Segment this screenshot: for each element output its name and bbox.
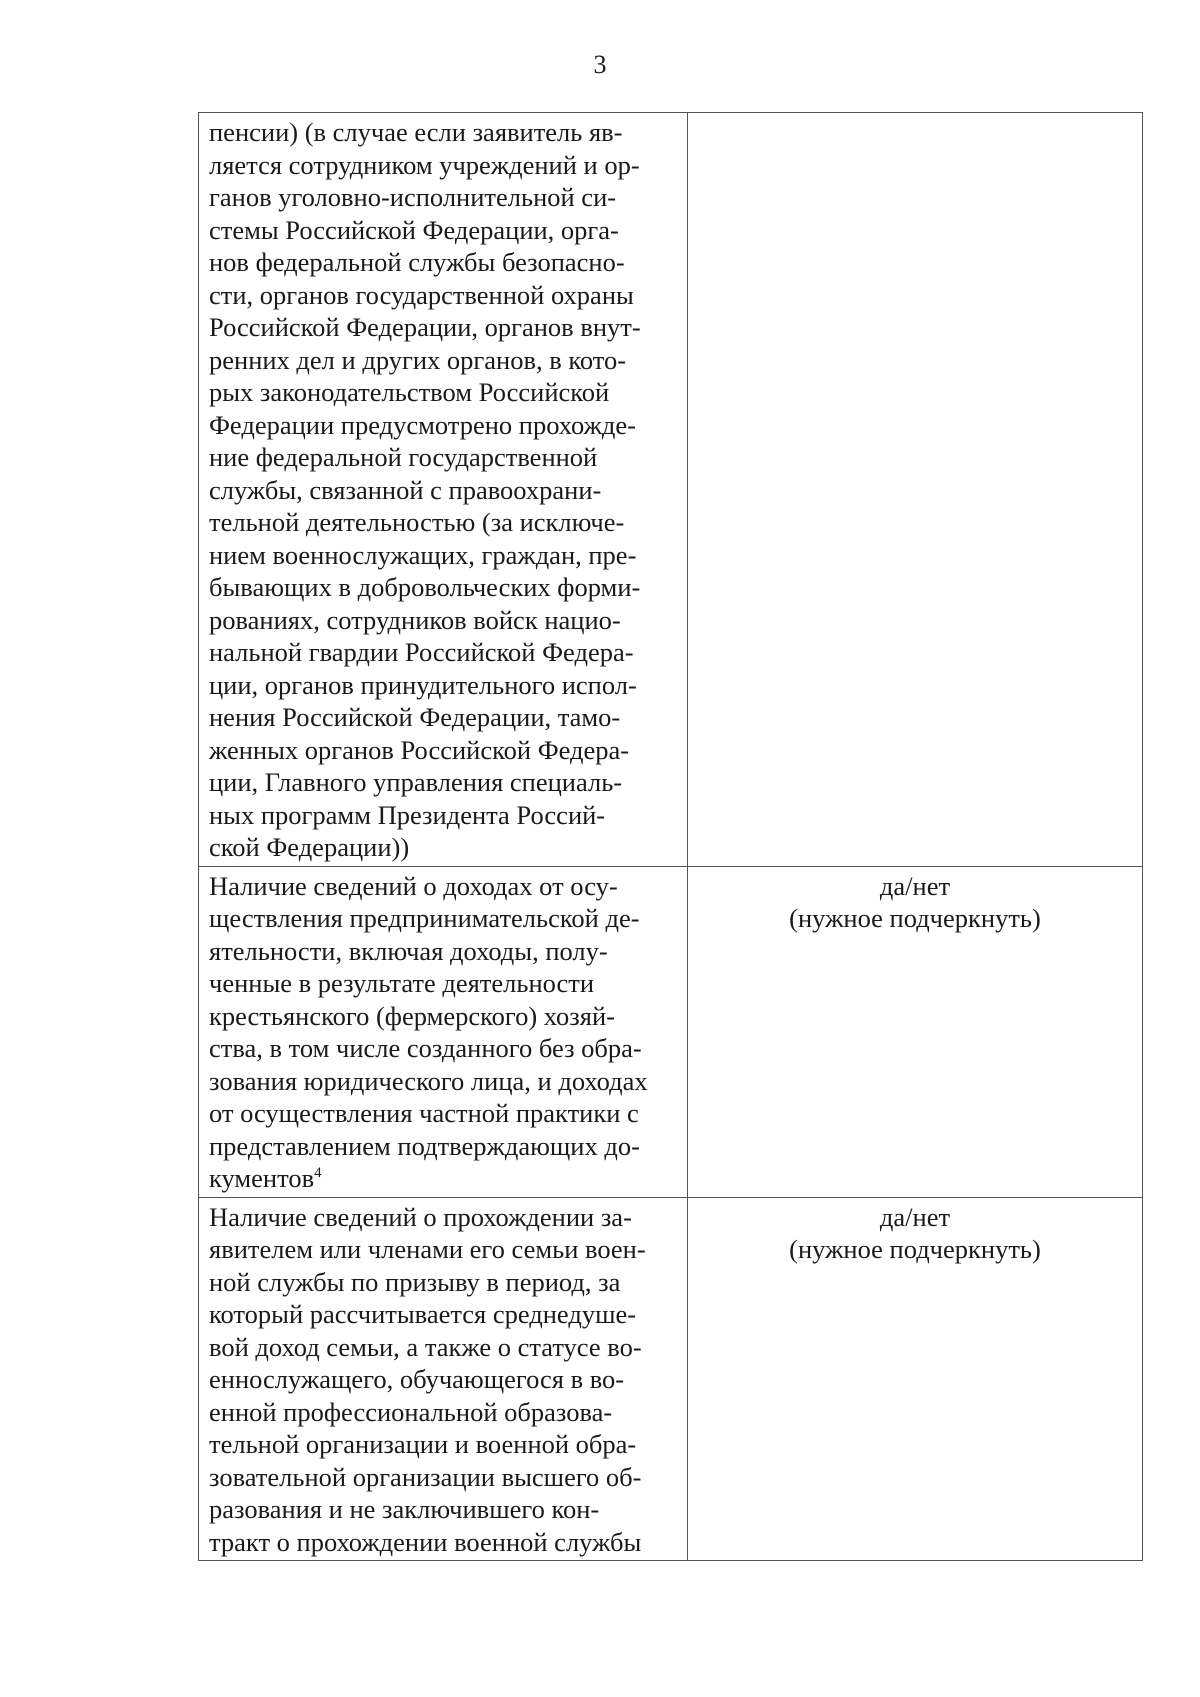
text-line: бывающих в добровольческих форми- [209,572,641,602]
text-line: зования юридического лица, и доходах [209,1065,648,1096]
text-line: ной службы по призыву в период, за [209,1266,621,1297]
text-line: вой доход семьи, а также о статусе во- [209,1331,642,1362]
text-line: крестьянского (фермерского) хозяй- [209,1000,615,1031]
cell-answer-text [688,867,1142,935]
text-line: ществления предпринимательской де- [209,903,640,933]
text-line: ренних дел и других органов, в кото- [209,344,627,375]
underline-instruction: (нужное подчеркнуть) [789,903,1041,933]
table-cell-answer[interactable] [688,866,1143,1197]
cell-text [199,1198,687,1561]
text-line: еннослужащего, обучающегося в во- [209,1364,625,1394]
table-cell-description [199,113,688,867]
text-line: Наличие сведений о доходах от осу- [209,870,618,901]
table-cell-answer [688,113,1143,867]
text-line: ятельности, включая доходы, полу- [209,935,608,966]
form-table [198,112,1143,1561]
table-cell-description [199,866,688,1197]
text-line: ской Федерации)) [209,832,410,862]
page-number: 3 [593,50,607,79]
text-line: от осуществления частной практики с [209,1098,639,1128]
text-line: нием военнослужащих, граждан, пре- [209,539,637,570]
text-line: ции, органов принудительного испол- [209,669,637,700]
table-cell-answer[interactable] [688,1197,1143,1561]
cell-text [199,113,687,866]
text-line: рых законодательством Российской [209,377,610,407]
table-row [199,1197,1143,1561]
text-line: нальной гвардии Российской Федера- [209,637,634,667]
text-line: кументов$^4$ [209,1163,322,1193]
text-line: ства, в том числе созданного без обра- [209,1033,642,1063]
text-line: женных органов Российской Федера- [209,734,630,765]
text-line: рованиях, сотрудников войск нацио- [209,604,621,635]
text-line: ляется сотрудником учреждений и ор- [209,149,640,180]
text-line: ных программ Президента Россий- [209,799,606,830]
text-line: Наличие сведений о прохождении за- [209,1201,632,1232]
table-row [199,113,1143,867]
table-row [199,866,1143,1197]
text-line: разования и не заключившего кон- [209,1494,600,1524]
text-line: стемы Российской Федерации, орга- [209,214,619,245]
text-line: Федерации предусмотрено прохожде- [209,409,636,440]
text-line: ции, Главного управления специаль- [209,767,623,797]
cell-answer-text [688,1198,1142,1266]
text-line: нения Российской Федерации, тамо- [209,702,621,732]
text-line: нов федеральной службы безопасно- [209,247,625,277]
text-line: службы, связанной с правоохрани- [209,474,602,505]
text-line: енной профессиональной образова- [209,1396,613,1427]
text-line: ченные в результате деятельности [209,968,595,998]
text-line: тельной деятельностью (за исключе- [209,507,625,537]
underline-instruction: (нужное подчеркнуть) [789,1234,1041,1264]
text-line: сти, органов государственной охраны [209,279,634,310]
yes-no-option: да/нет [879,1201,951,1232]
text-line: Российской Федерации, органов внут- [209,312,641,342]
yes-no-option: да/нет [879,870,951,901]
table-cell-description [199,1197,688,1561]
text-line: зовательной организации высшего об- [209,1461,642,1492]
cell-text [199,867,687,1197]
text-line: тракт о прохождении военной службы [209,1526,642,1557]
text-line: представлением подтверждающих до- [209,1130,640,1161]
footnote-marker: 4 [314,1165,322,1182]
text-line: тельной организации и военной обра- [209,1429,637,1459]
text-line: пенсии) (в случае если заявитель яв- [209,117,623,147]
text-line: явителем или членами его семьи воен- [209,1234,646,1264]
text-line: который рассчитывается среднедуше- [209,1299,637,1329]
cell-answer-text [688,113,1142,116]
text-line: ганов уголовно-исполнительной си- [209,182,617,212]
text-line: ние федеральной государственной [209,442,598,472]
